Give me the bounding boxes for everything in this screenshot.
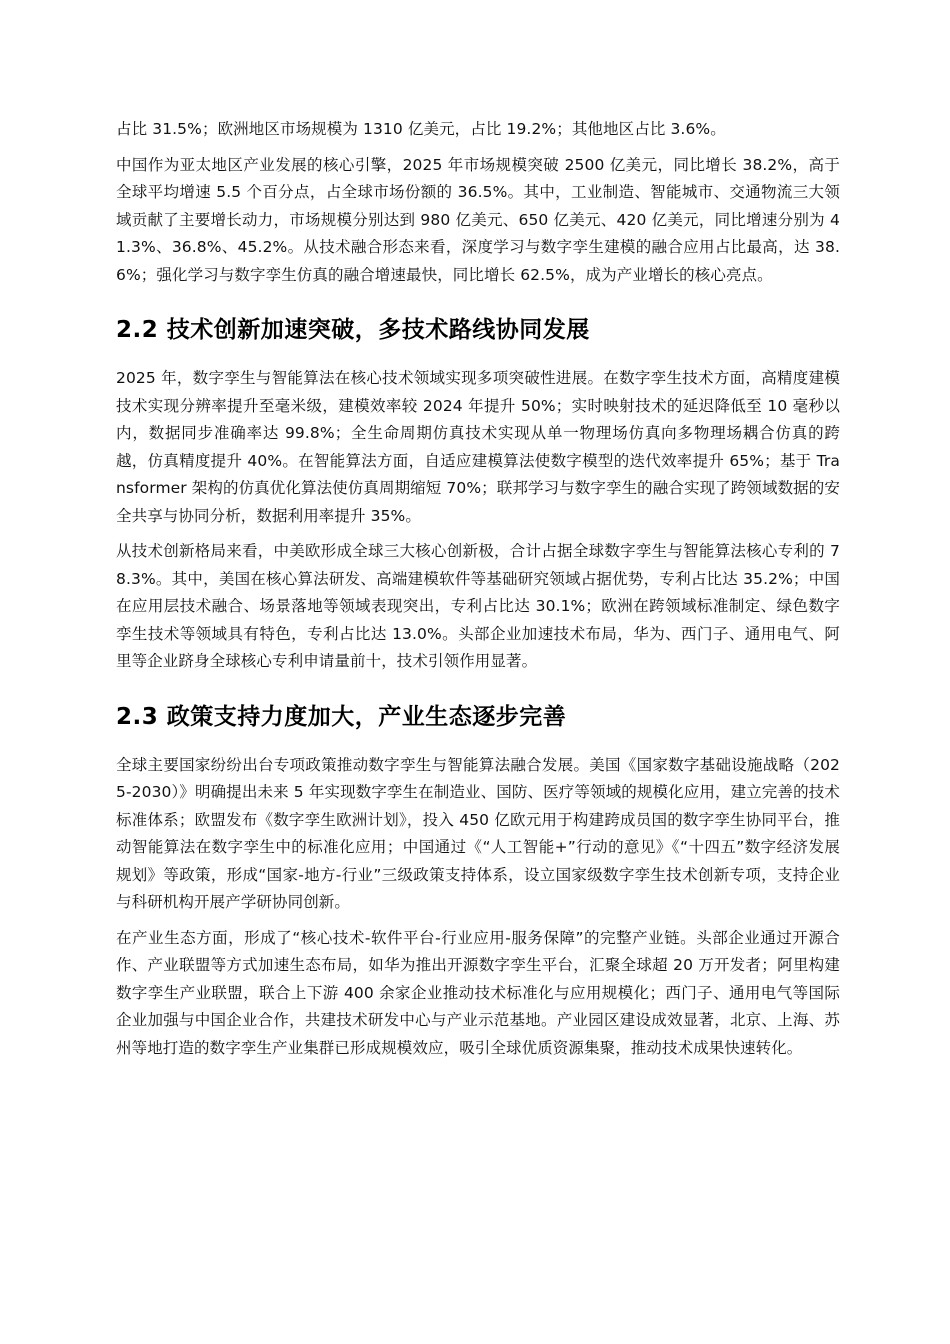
- document-page: [116, 116, 840, 1070]
- paragraph-innovation-landscape: 从技术创新格局来看，中美欧形成全球三大核心创新极，合计占据全球数字孪生与智能算法核心专利的 78.3%。其中，美国在核心算法研发、高端建模软件等基础研究领域占据优势，专利占比达 35.2%；中国在应用层技术融合、场景落地等领域表现突出，专利占比达 30.1%；欧洲在跨领域标准制定、绿色数字孪生技术等领域具有特色，专利占比达 13.0%。头部企业加速技术布局，华为、西门子、通用电气、阿里等企业跻身全球核心专利申请量前十，技术引领作用显著。: [116, 542, 840, 670]
- section-2-2-heading: 2.2 技术创新加速突破，多技术路线协同发展: [116, 317, 590, 343]
- section-2-3-heading: 2.3 政策支持力度加大，产业生态逐步完善: [116, 703, 567, 730]
- paragraph-market-share-continued: 占比 31.5%；欧洲地区市场规模为 1310 亿美元，占比 19.2%；其他地区占比 3.6%。: [116, 120, 726, 138]
- paragraph-china-market: 中国作为亚太地区产业发展的核心引擎，2025 年市场规模突破 2500 亿美元，同比增长 38.2%，高于全球平均增速 5.5 个百分点，占全球市场份额的 36.5%。其中，工业制造、智能城市、交通物流三大领域贡献了主要增长动力，市场规模分别达到 980 亿美元、650 亿美元、420 亿美元，同比增速分别为 41.3%、36.8%、45.2%。从技术融合形态来看，深度学习与数字孪生建模的融合应用占比最高，达 38.6%；强化学习与数字孪生仿真的融合增速最快，同比增长 62.5%，成为产业增长的核心亮点。: [116, 155, 840, 284]
- paragraph-tech-breakthrough: 2025 年，数字孪生与智能算法在核心技术领域实现多项突破性进展。在数字孪生技术方面，高精度建模技术实现分辨率提升至毫米级，建模效率较 2024 年提升 50%；实时映射技术的延迟降低至 10 毫秒以内，数据同步准确率达 99.8%；全生命周期仿真技术实现从单一物理场仿真向多物理场耦合仿真的跨越，仿真精度提升 40%。在智能算法方面，自适应建模算法使数字模型的迭代效率提升 65%；基于 Transformer 架构的仿真优化算法使仿真周期缩短 70%；联邦学习与数字孪生的融合实现了跨领域数据的安全共享与协同分析，数据利用率提升 35%。: [116, 369, 840, 525]
- paragraph-industry-ecosystem: 在产业生态方面，形成了“核心技术-软件平台-行业应用-服务保障”的完整产业链。头部企业通过开源合作、产业联盟等方式加速生态布局，如华为推出开源数字孪生平台，汇聚全球超 20 万开发者；阿里构建数字孪生产业联盟，联合上下游 400 余家企业推动技术标准化与应用规模化；西门子、通用电气等国际企业加强与中国企业合作，共建技术研发中心与产业示范基地。产业园区建设成效显著，北京、上海、苏州等地打造的数字孪生产业集群已形成规模效应，吸引全球优质资源集聚，推动技术成果快速转化。: [116, 928, 840, 1057]
- paragraph-policy-support: 全球主要国家纷纷出台专项政策推动数字孪生与智能算法融合发展。美国《国家数字基础设施战略（2025-2030）》明确提出未来 5 年实现数字孪生在制造业、国防、医疗等领域的规模化应用，建立完善的技术标准体系；欧盟发布《数字孪生欧洲计划》，投入 450 亿欧元用于构建跨成员国的数字孪生协同平台，推动智能算法在数字孪生中的标准化应用；中国通过《“人工智能+”行动的意见》《“十四五”数字经济发展规划》等政策，形成“国家-地方-行业”三级政策支持体系，设立国家级数字孪生技术创新专项，支持企业与科研机构开展产学研协同创新。: [116, 755, 840, 911]
